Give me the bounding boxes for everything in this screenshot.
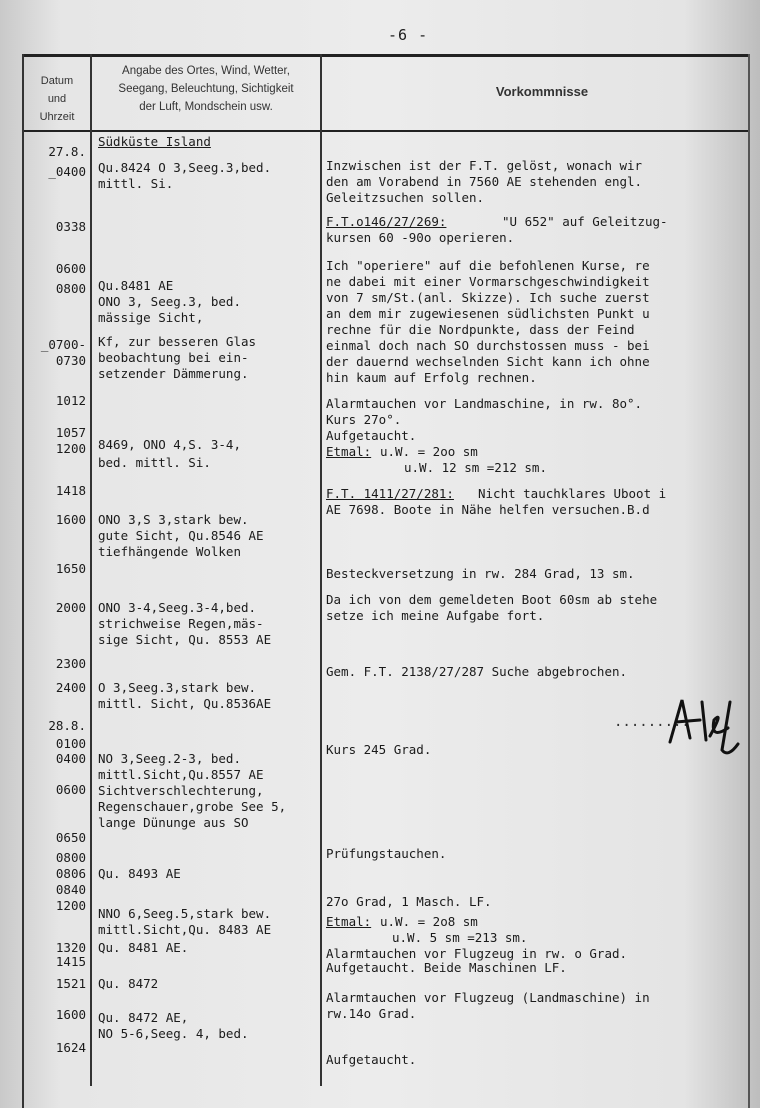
event-entry: einmal doch nach SO durchstossen muss - bei xyxy=(326,338,650,353)
place-entry: Regenschauer,grobe See 5, xyxy=(98,799,287,814)
time-entry: 0800 xyxy=(55,281,86,296)
place-entry: strichweise Regen,mäs- xyxy=(98,616,264,631)
time-entry: 2000 xyxy=(55,600,86,615)
signature-mark xyxy=(610,680,750,760)
event-entry: Besteckversetzung in rw. 284 Grad, 13 sm. xyxy=(326,566,635,581)
time-entry: 1200 xyxy=(55,441,86,456)
time-entry: 1521 xyxy=(55,976,86,991)
event-entry: hin kaum auf Erfolg rechnen. xyxy=(326,370,537,385)
place-entry: mässige Sicht, xyxy=(98,310,204,325)
header-rule xyxy=(22,130,750,132)
time-entry: 1320 xyxy=(55,940,86,955)
event-entry: F.T. 1411/27/281: xyxy=(326,486,454,501)
event-entry: u.W. = 2oo sm xyxy=(380,444,478,459)
place-entry: tiefhängende Wolken xyxy=(98,544,241,559)
place-entry: bed. mittl. Si. xyxy=(98,455,211,470)
event-entry: u.W. 5 sm =213 sm. xyxy=(392,930,528,945)
place-entry: Qu. 8481 AE. xyxy=(98,940,189,955)
place-entry: NO 5-6,Seeg. 4, bed. xyxy=(98,1026,249,1041)
time-entry: 1600 xyxy=(55,512,86,527)
place-entry: mittl. Si. xyxy=(98,176,174,191)
event-entry: Aufgetaucht. xyxy=(326,428,417,443)
event-entry: an dem mir zugewiesenen südlichsten Punkt u xyxy=(326,306,650,321)
header-place: Angabe des Ortes, Wind, Wetter, Seegang, Beleuchtung, Sichtigkeit der Luft, Mondschein usw. xyxy=(118,65,294,113)
time-entry: 0650 xyxy=(55,830,86,845)
place-entry: beobachtung bei ein- xyxy=(98,350,249,365)
page-number: -6 - xyxy=(388,26,429,44)
time-entry: 27.8. xyxy=(48,144,86,159)
place-entry: Südküste Island xyxy=(98,134,211,149)
top-rule xyxy=(22,54,750,57)
time-entry: 0730 xyxy=(55,353,86,368)
place-entry: Qu.8424 O 3,Seeg.3,bed. xyxy=(98,160,272,175)
place-entry: setzender Dämmerung. xyxy=(98,366,249,381)
event-entry: Kurs 245 Grad. xyxy=(326,742,432,757)
time-entry: 0800 xyxy=(55,850,86,865)
place-entry: Sichtverschlechterung, xyxy=(98,783,264,798)
time-entry: 0600 xyxy=(55,782,86,797)
event-entry: F.T.o146/27/269: xyxy=(326,214,447,229)
time-entry: 0100 xyxy=(55,736,86,751)
time-entry: 0806 xyxy=(55,866,86,881)
event-entry: AE 7698. Boote in Nähe helfen versuchen.B.d xyxy=(326,502,650,517)
event-entry: Prüfungstauchen. xyxy=(326,846,447,861)
event-entry: rw.14o Grad. xyxy=(326,1006,417,1021)
time-entry: 1057 xyxy=(55,425,86,440)
time-entry: 1012 xyxy=(55,393,86,408)
time-entry: 1600 xyxy=(55,1007,86,1022)
time-entry: _0400 xyxy=(48,164,86,179)
event-entry: rechne für die Nordpunkte, dass der Feind xyxy=(326,322,635,337)
time-entry: 2400 xyxy=(55,680,86,695)
place-entry: Qu. 8493 AE xyxy=(98,866,181,881)
time-entry: 2300 xyxy=(55,656,86,671)
svg-text:.........: ......... xyxy=(614,714,690,730)
event-entry: Da ich von dem gemeldeten Boot 60sm ab stehe xyxy=(326,592,658,607)
event-entry: Nicht tauchklares Uboot i xyxy=(478,486,667,501)
time-entry: _0700- xyxy=(40,337,86,352)
place-entry: Qu.8481 AE xyxy=(98,278,174,293)
event-entry: den am Vorabend in 7560 AE stehenden engl. xyxy=(326,174,643,189)
time-entry: 1415 xyxy=(55,954,86,969)
place-entry: ONO 3-4,Seeg.3-4,bed. xyxy=(98,600,257,615)
place-entry: O 3,Seeg.3,stark bew. xyxy=(98,680,257,695)
event-entry: Geleitzsuchen sollen. xyxy=(326,190,485,205)
place-entry: NO 3,Seeg.2-3, bed. xyxy=(98,751,241,766)
event-entry: u.W. 12 sm =212 sm. xyxy=(404,460,547,475)
place-entry: Qu. 8472 xyxy=(98,976,159,991)
event-entry: Etmal: xyxy=(326,914,372,929)
place-entry: gute Sicht, Qu.8546 AE xyxy=(98,528,264,543)
event-entry: Aufgetaucht. xyxy=(326,1052,417,1067)
place-entry: lange Dünunge aus SO xyxy=(98,815,249,830)
event-entry: Alarmtauchen vor Flugzeug (Landmaschine) in xyxy=(326,990,650,1005)
time-entry: 28.8. xyxy=(48,718,86,733)
event-entry: "U 652" auf Geleitzug- xyxy=(502,214,668,229)
place-entry: mittl.Sicht,Qu.8557 AE xyxy=(98,767,264,782)
event-entry: Etmal: xyxy=(326,444,372,459)
place-entry: Qu. 8472 AE, xyxy=(98,1010,189,1025)
time-entry: 1650 xyxy=(55,561,86,576)
event-entry: Ich "operiere" auf die befohlenen Kurse, re xyxy=(326,258,650,273)
time-entry: 1418 xyxy=(55,483,86,498)
event-entry: kursen 60 -90o operieren. xyxy=(326,230,515,245)
place-entry: mittl. Sicht, Qu.8536AE xyxy=(98,696,272,711)
place-entry: 8469, ONO 4,S. 3-4, xyxy=(98,437,241,452)
header-events: Vorkommnisse xyxy=(495,84,589,99)
time-entry: 1200 xyxy=(55,898,86,913)
event-entry: der dauernd wechselnden Sicht kann ich ohne xyxy=(326,354,650,369)
place-entry: NNO 6,Seeg.5,stark bew. xyxy=(98,906,272,921)
time-entry: 0840 xyxy=(55,882,86,897)
event-entry: setze ich meine Aufgabe fort. xyxy=(326,608,545,623)
time-entry: 0400 xyxy=(55,751,86,766)
place-entry: sige Sicht, Qu. 8553 AE xyxy=(98,632,272,647)
place-entry: ONO 3,S 3,stark bew. xyxy=(98,512,249,527)
event-entry: Aufgetaucht. Beide Maschinen LF. xyxy=(326,960,567,975)
event-entry: von 7 sm/St.(anl. Skizze). Ich suche zuerst xyxy=(326,290,650,305)
place-entry: Kf, zur besseren Glas xyxy=(98,334,257,349)
event-entry: ne dabei mit einer Vormarschgeschwindigkeit xyxy=(326,274,650,289)
time-entry: 0600 xyxy=(55,261,86,276)
event-entry: 27o Grad, 1 Masch. LF. xyxy=(326,894,492,909)
column-rule-left xyxy=(22,54,24,1108)
event-entry: Kurs 27o°. xyxy=(326,412,402,427)
event-entry: Alarmtauchen vor Landmaschine, in rw. 8o°. xyxy=(326,396,643,411)
column-rule-1 xyxy=(90,54,92,1086)
place-entry: ONO 3, Seeg.3, bed. xyxy=(98,294,241,309)
column-rule-right xyxy=(748,54,750,1108)
event-entry: Inzwischen ist der F.T. gelöst, wonach wir xyxy=(326,158,643,173)
column-rule-2 xyxy=(320,54,322,1086)
time-entry: 1624 xyxy=(55,1040,86,1055)
time-entry: 0338 xyxy=(55,219,86,234)
event-entry: Gem. F.T. 2138/27/287 Suche abgebrochen. xyxy=(326,664,628,679)
header-date: Datum und Uhrzeit xyxy=(39,75,75,123)
event-entry: Alarmtauchen vor Flugzeug in rw. o Grad. xyxy=(326,946,628,961)
place-entry: mittl.Sicht,Qu. 8483 AE xyxy=(98,922,272,937)
event-entry: u.W. = 2o8 sm xyxy=(380,914,478,929)
